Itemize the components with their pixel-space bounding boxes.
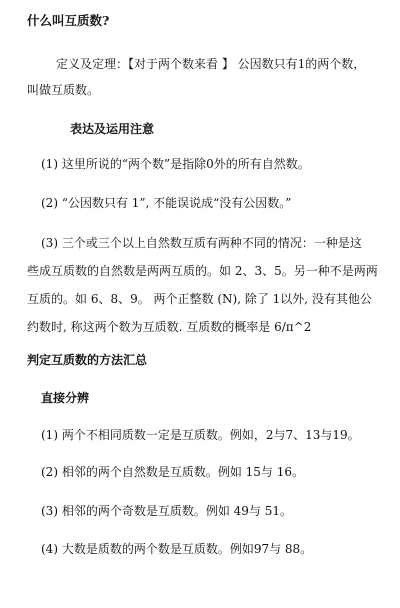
note-3-line-2: 些成互质数的自然数是两两互质的。如 2、3、5。另一种不是两两 <box>27 264 378 278</box>
rule-item-1: (1) 两个不相同质数一定是互质数。例如，2与7、13与19。 <box>41 428 360 442</box>
rule-item-2: (2) 相邻的两个自然数是互质数。例如 15与 16。 <box>41 465 304 479</box>
note-item-1: (1) 这里所说的“两个数”是指除0外的所有自然数。 <box>41 157 310 171</box>
subheading-direct-identification: 直接分辨 <box>41 391 90 405</box>
definition-line-2: 叫做互质数。 <box>27 83 100 97</box>
rule-item-4: (4) 大数是质数的两个数是互质数。例如97与 88。 <box>41 542 313 556</box>
note-item-2: (2) “公因数只有 1”, 不能误说成“没有公因数。” <box>41 196 292 210</box>
section-heading-usage: 表达及运用注意 <box>70 122 155 136</box>
definition-line-1: 定义及定理：【对于两个数来看 】 公因数只有1的两个数， <box>56 57 366 71</box>
note-3-line-4: 约数时, 称这两个数为互质数. 互质数的概率是 6/π^2 <box>27 320 312 334</box>
note-3-line-1: (3) 三个或三个以上自然数互质有两种不同的情况：一种是这 <box>41 236 362 250</box>
note-3-line-3: 互质的。如 6、8、9。 两个正整数 (N), 除了 1以外, 没有其他公 <box>27 292 372 306</box>
section-heading-methods: 判定互质数的方法汇总 <box>27 353 148 367</box>
note-item-3 <box>0 235 400 335</box>
rule-item-3: (3) 相邻的两个奇数是互质数。例如 49与 51。 <box>41 504 292 518</box>
page-title: 什么叫互质数? <box>27 13 110 28</box>
